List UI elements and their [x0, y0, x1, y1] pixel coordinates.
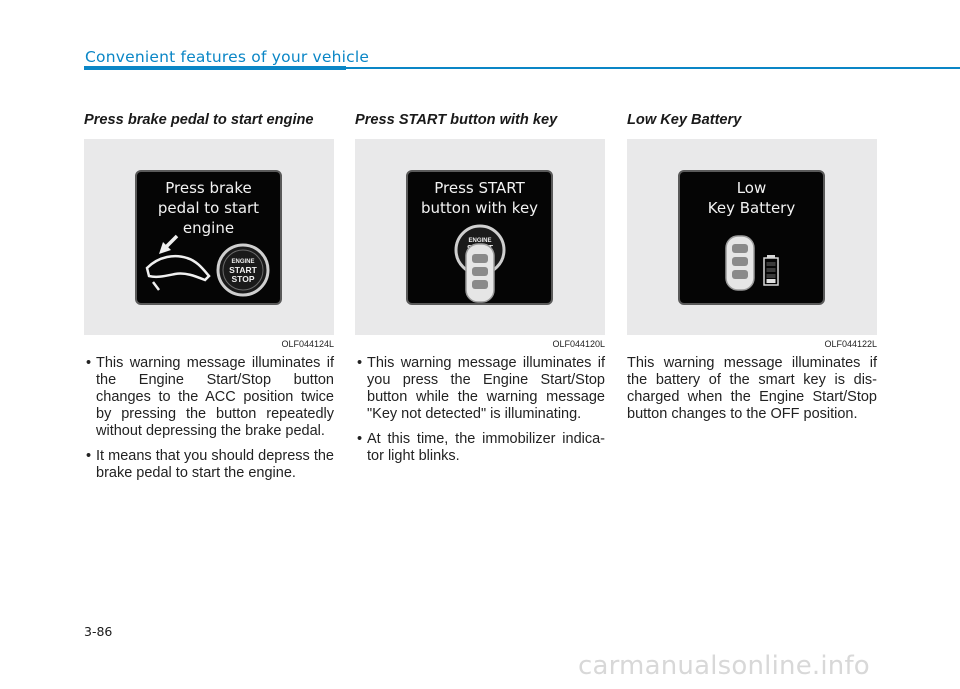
- section-title: Low Key Battery: [627, 112, 742, 128]
- cluster-display: [135, 170, 282, 305]
- bullet-item: • This warning message illuminates if the Engine Start/Stop button changes to the ACC position twice by pressing the button repeatedly without depressing the brake pedal.: [84, 355, 334, 440]
- bullet-item: • It means that you should depress the brake pedal to start the engine.: [84, 448, 334, 482]
- section-title: Press brake pedal to start engine: [84, 112, 314, 128]
- section-title: Press START button with key: [355, 112, 558, 128]
- page-number: 3-86: [84, 624, 113, 639]
- column-brake-pedal: [84, 110, 334, 490]
- cluster-display: [406, 170, 553, 305]
- column-low-key-battery: [627, 110, 877, 423]
- display-message: Press START button with key: [420, 179, 539, 217]
- bullet-list: [84, 355, 334, 482]
- figure-code: OLF044122L: [824, 339, 877, 349]
- start-stop-button-icon: [137, 172, 280, 303]
- figure-code: OLF044124L: [281, 339, 334, 349]
- button-label-engine: ENGINE: [468, 238, 492, 244]
- bullet-list: [355, 355, 605, 465]
- button-label-engine: ENGINE: [231, 259, 255, 265]
- column-start-with-key: [355, 110, 605, 473]
- figure-code: OLF044120L: [552, 339, 605, 349]
- header-rule: [346, 67, 960, 69]
- watermark-text: carmanualsonline.info: [578, 651, 870, 681]
- header-rule-accent: [84, 66, 346, 70]
- display-message: Press brake pedal to start engine: [157, 179, 260, 237]
- button-label-start: START: [229, 265, 257, 275]
- bullet-item: • This warning message illuminates if you press the Engine Start/Stop button while the warning message "Key not detected" is illuminating.: [355, 355, 605, 423]
- key-on-button-icon: [408, 172, 551, 303]
- button-label-stop: STOP: [231, 274, 255, 284]
- bullet-item: • At this time, the immobilizer indica-tor light blinks.: [355, 431, 605, 465]
- paragraph: This warning message illuminates if the battery of the smart key is dis-charged when the Engine Start/Stop button changes to the OFF position.: [627, 355, 877, 422]
- section-header-title: Convenient features of your vehicle: [85, 48, 370, 66]
- battery-icon: [680, 172, 823, 303]
- display-message: Low Key Battery: [707, 179, 796, 217]
- figure-start-with-key: [355, 139, 605, 335]
- page-header: [84, 44, 960, 74]
- figure-brake-pedal: [84, 139, 334, 335]
- cluster-display: [678, 170, 825, 305]
- figure-low-key-battery: [627, 139, 877, 335]
